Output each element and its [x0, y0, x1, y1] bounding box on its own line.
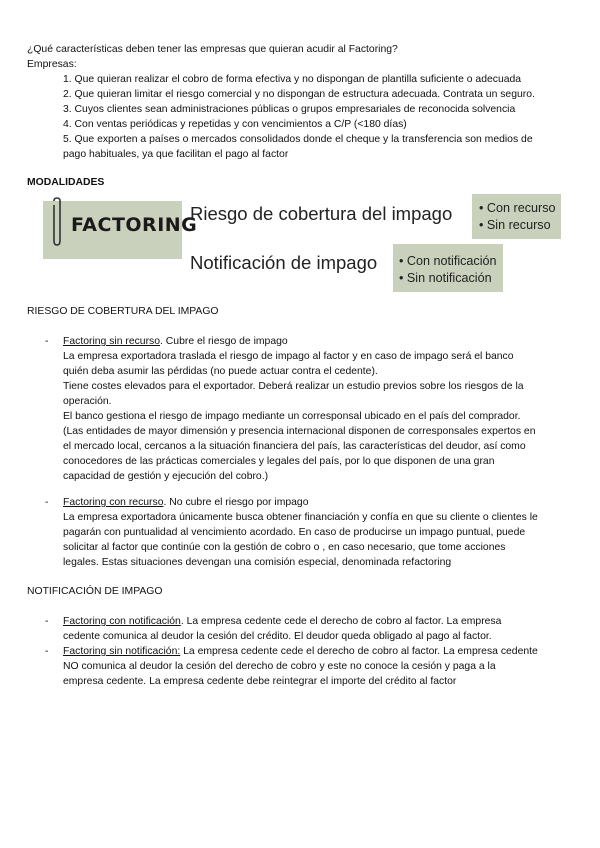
paragraph-line: solicitar al factor que continúe con la gestión de cobro o , en caso necesario, que tome acciones [63, 542, 506, 553]
term-sin-recurso: Factoring sin recurso [63, 336, 161, 347]
paragraph-line: Tiene costes elevados para el exportador. Deberá realizar un estudio previos sobre los riesgos de la [63, 381, 524, 392]
list-item: 3. Cuyos clientes sean administraciones públicas o grupos empresariales de reconocida solvencia [63, 104, 516, 115]
bullet-dash: - [45, 616, 49, 627]
paragraph-line: El banco gestiona el riesgo de impago mediante un corresponsal ubicado en el país del comprador. [63, 411, 521, 422]
paperclip-icon [51, 197, 63, 247]
bullet-dash: - [45, 646, 49, 657]
option-sin-recurso: • Sin recurso [479, 218, 551, 232]
option-con-recurso: • Con recurso [479, 201, 556, 215]
paragraph-line: (Las entidades de mayor dimensión y presencia internacional disponen de corresponsales expertos en [63, 426, 536, 437]
term-description: . La empresa cedente cede el derecho de cobro al factor. La empresa [180, 616, 502, 627]
bullet-dash: - [45, 336, 49, 347]
term-description: . No cubre el riesgo por impago [163, 497, 309, 508]
term-con-recurso: Factoring con recurso [63, 497, 164, 508]
factoring-label-box [43, 201, 198, 259]
con-notificacion-heading [63, 614, 501, 629]
notificacion-options-box [393, 244, 503, 292]
empresas-label: Empresas: [27, 59, 77, 70]
intro-question: ¿Qué características deben tener las empresas que quieran acudir al Factoring? [27, 44, 398, 55]
list-item: 4. Con ventas periódicas y repetidas y con vencimientos a C/P (<180 días) [63, 119, 407, 130]
bullet-dash: - [45, 497, 49, 508]
option-con-notificacion: • Con notificación [399, 254, 497, 268]
riesgo-options-box [472, 194, 561, 239]
modalidades-heading: MODALIDADES [27, 177, 105, 188]
paragraph-line: quién deba asumir las pérdidas (no puede actuar contra el cedente). [63, 366, 378, 377]
factoring-word: FACTORING [71, 214, 198, 236]
list-item-continuation: pago habituales, ya que facilitan el pago al factor [63, 149, 289, 160]
sin-recurso-heading [63, 334, 288, 349]
paragraph-line: operación. [63, 396, 112, 407]
paragraph-line: conocedores de las prácticas comerciales y legales del país, por lo que disponen de una gran [63, 456, 495, 467]
sin-notificacion-heading [63, 644, 538, 659]
paragraph-line: La empresa exportadora únicamente busca obtener financiación y confía en que su cliente o clientes le [63, 512, 538, 523]
term-description: La empresa cedente cede el derecho de cobro al factor. La empresa cedente [180, 646, 538, 657]
riesgo-title: Riesgo de cobertura del impago [190, 203, 453, 224]
list-item: 2. Que quieran limitar el riesgo comercial y no dispongan de estructura adecuada. Contrata un seguro. [63, 89, 535, 100]
paragraph-line: cedente comunica al deudor la cesión del crédito. El deudor queda obligado al pago al factor. [63, 631, 492, 642]
section-title-notificacion: NOTIFICACIÓN DE IMPAGO [27, 586, 163, 597]
paragraph-line: el mercado local, cercanos a la situación financiera del país, las características del deudor, así como [63, 441, 526, 452]
notificacion-title: Notificación de impago [190, 252, 378, 273]
section-title-riesgo: RIESGO DE COBERTURA DEL IMPAGO [27, 306, 219, 317]
paragraph-line: empresa cedente. La empresa cedente debe reintegrar el importe del crédito al factor [63, 676, 457, 687]
paragraph-line: La empresa exportadora traslada el riesgo de impago al factor y en caso de impago será el banco [63, 351, 514, 362]
term-con-notificacion: Factoring con notificación [63, 616, 181, 627]
paragraph-line: NO comunica al deudor la cesión del derecho de cobro y este no conoce la cesión y paga a la [63, 661, 496, 672]
con-recurso-heading [63, 495, 308, 510]
list-item: 1. Que quieran realizar el cobro de forma efectiva y no dispongan de plantilla suficiente o adecuada [63, 74, 522, 85]
term-sin-notificacion: Factoring sin notificación: [63, 646, 181, 657]
paragraph-line: legales. Estas situaciones devengan una comisión especial, denominada refactoring [63, 557, 452, 568]
paragraph-line: capacidad de gestión y ejecución del cobro.) [63, 471, 269, 482]
option-sin-notificacion: • Sin notificación [399, 271, 492, 285]
term-description: . Cubre el riesgo de impago [160, 336, 288, 347]
list-item: 5. Que exporten a países o mercados consolidados donde el cheque y la transferencia son medios de [63, 134, 533, 145]
paragraph-line: pagarán con puntualidad al vencimiento acordado. En caso de producirse un impago puntual, puede [63, 527, 526, 538]
